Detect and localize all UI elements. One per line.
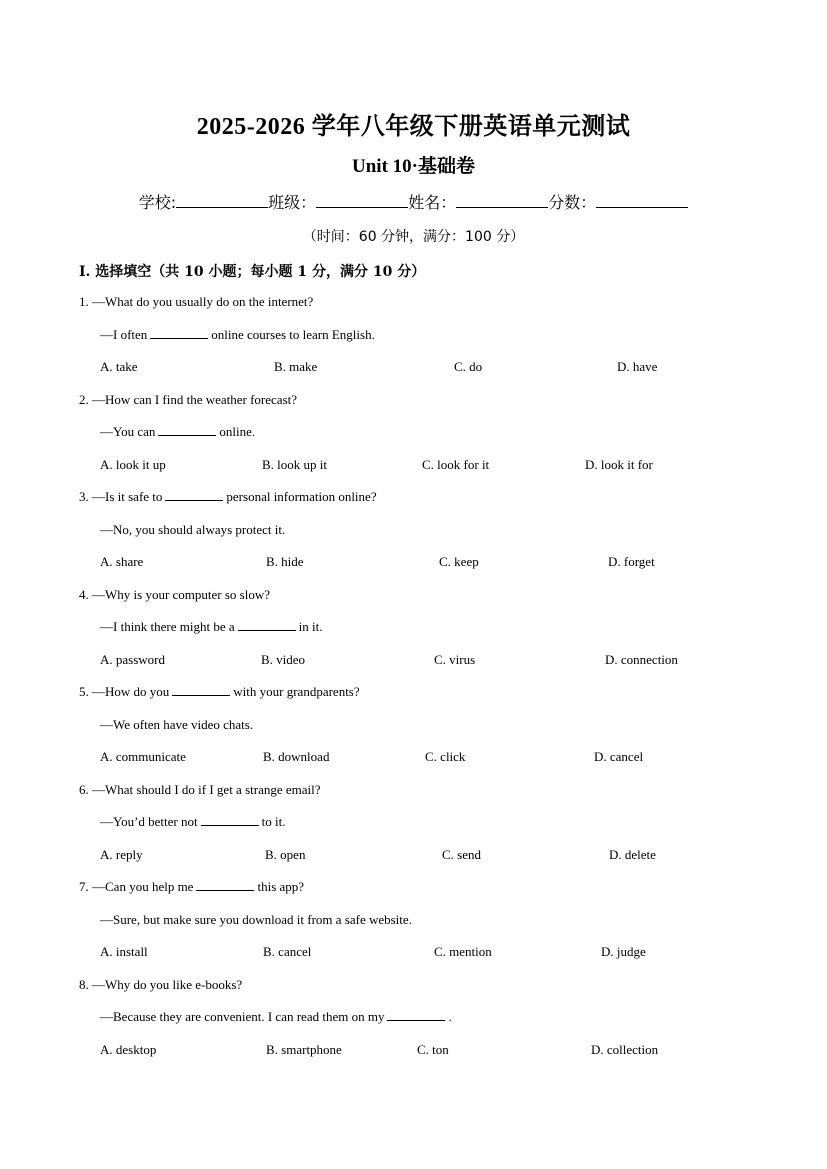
question-3 — [79, 489, 377, 505]
question-6 — [79, 782, 321, 798]
answer-text: —You’d better not — [100, 814, 198, 829]
answer-blank[interactable] — [238, 620, 296, 631]
option-b[interactable]: B. make — [274, 359, 318, 374]
page-subtitle: Unit 10·基础卷 — [352, 156, 475, 177]
question-blank[interactable] — [165, 490, 223, 501]
question-5 — [79, 684, 360, 700]
option-b[interactable]: B. cancel — [263, 944, 312, 959]
answer-8 — [100, 1009, 452, 1025]
score-blank[interactable] — [596, 195, 688, 208]
option-a[interactable]: A. install — [100, 944, 148, 959]
option-b[interactable]: B. hide — [266, 554, 304, 569]
option-a[interactable]: A. communicate — [100, 749, 186, 764]
option-d[interactable]: D. collection — [591, 1042, 659, 1057]
answer-text: —I think there might be a — [100, 619, 235, 634]
time-info: （时间：60 分钟，满分：100 分） — [302, 229, 525, 245]
answer-7: —Sure, but make sure you download it from a safe website. — [100, 912, 412, 927]
question-text: 8. —Why do you like e-books? — [79, 977, 243, 992]
question-text: 1. —What do you usually do on the internet? — [79, 294, 314, 309]
answer-4 — [100, 619, 323, 635]
section-heading: I. 选择填空（共 10 小题；每小题 1 分，满分 10 分） — [79, 264, 426, 280]
option-a[interactable]: A. take — [100, 359, 138, 374]
question-text-end: personal information online? — [226, 489, 377, 504]
question-text: 6. —What should I do if I get a strange email? — [79, 782, 321, 797]
option-b[interactable]: B. video — [261, 652, 306, 667]
option-d[interactable]: D. cancel — [594, 749, 644, 764]
question-7 — [79, 879, 304, 895]
option-c[interactable]: C. click — [425, 749, 466, 764]
option-d[interactable]: D. forget — [608, 554, 655, 569]
school-label: 学校: — [138, 193, 177, 212]
option-c[interactable]: C. do — [454, 359, 483, 374]
option-b[interactable]: B. open — [265, 847, 306, 862]
answer-6 — [100, 814, 285, 830]
option-b[interactable]: B. download — [263, 749, 330, 764]
answer-blank[interactable] — [158, 425, 216, 436]
question-1 — [79, 294, 313, 310]
question-text: 4. —Why is your computer so slow? — [79, 587, 271, 602]
option-a[interactable]: A. password — [100, 652, 165, 667]
option-c[interactable]: C. virus — [434, 652, 476, 667]
answer-blank[interactable] — [201, 815, 259, 826]
option-a[interactable]: A. reply — [100, 847, 143, 862]
option-d[interactable]: D. delete — [609, 847, 656, 862]
option-a[interactable]: A. look it up — [100, 457, 166, 472]
answer-3: —No, you should always protect it. — [100, 522, 286, 537]
option-b[interactable]: B. smartphone — [266, 1042, 342, 1057]
student-info-row — [0, 190, 827, 213]
option-c[interactable]: C. send — [442, 847, 481, 862]
answer-1 — [100, 327, 375, 343]
answer-2 — [100, 424, 255, 440]
score-label: 分数： — [548, 193, 597, 212]
answer-blank[interactable] — [150, 328, 208, 339]
page-title: 2025-2026 学年八年级下册英语单元测试 — [196, 114, 631, 140]
option-d[interactable]: D. look it for — [585, 457, 653, 472]
question-text: 3. —Is it safe to — [79, 489, 163, 504]
option-d[interactable]: D. judge — [601, 944, 646, 959]
question-text: 2. —How can I find the weather forecast? — [79, 392, 298, 407]
answer-5: —We often have video chats. — [100, 717, 254, 732]
answer-text-end: . — [448, 1009, 452, 1024]
school-blank[interactable] — [176, 195, 268, 208]
answer-text-end: online courses to learn English. — [211, 327, 375, 342]
answer-text: —Because they are convenient. I can read them on my — [100, 1009, 385, 1024]
question-text: 5. —How do you — [79, 684, 170, 699]
option-b[interactable]: B. look up it — [262, 457, 328, 472]
option-d[interactable]: D. connection — [605, 652, 678, 667]
question-text-end: with your grandparents? — [233, 684, 360, 699]
class-label: 班级： — [268, 193, 317, 212]
question-text: 7. —Can you help me — [79, 879, 194, 894]
question-text-end: this app? — [257, 879, 305, 894]
option-c[interactable]: C. keep — [439, 554, 479, 569]
option-c[interactable]: C. ton — [417, 1042, 449, 1057]
answer-text-end: to it. — [261, 814, 286, 829]
option-c[interactable]: C. look for it — [422, 457, 490, 472]
option-d[interactable]: D. have — [617, 359, 658, 374]
question-4 — [79, 587, 270, 603]
option-a[interactable]: A. share — [100, 554, 144, 569]
question-8 — [79, 977, 242, 993]
name-label: 姓名： — [408, 193, 457, 212]
answer-blank[interactable] — [387, 1010, 445, 1021]
answer-text: —You can — [100, 424, 156, 439]
answer-text-end: online. — [219, 424, 256, 439]
answer-text-end: in it. — [298, 619, 323, 634]
question-blank[interactable] — [196, 880, 254, 891]
answer-text: —I often — [100, 327, 148, 342]
option-a[interactable]: A. desktop — [100, 1042, 157, 1057]
name-blank[interactable] — [456, 195, 548, 208]
question-blank[interactable] — [172, 685, 230, 696]
question-2 — [79, 392, 297, 408]
class-blank[interactable] — [316, 195, 408, 208]
option-c[interactable]: C. mention — [434, 944, 492, 959]
